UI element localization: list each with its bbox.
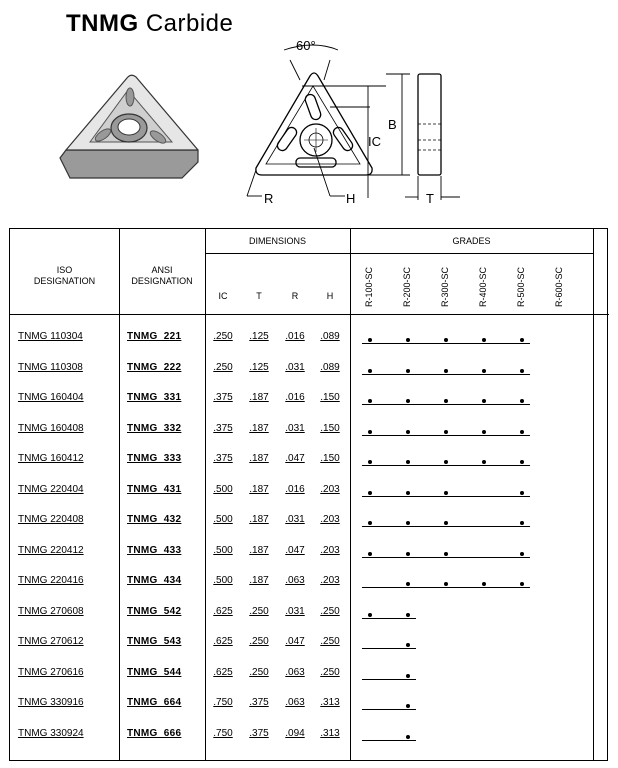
dim-h-value: .089 xyxy=(320,361,340,373)
t-label: T xyxy=(426,191,434,206)
grade-underline xyxy=(362,404,530,405)
dim-ic-value: .750 xyxy=(213,727,233,739)
iso-designation: TNMG 270612 xyxy=(18,636,84,647)
grade-availability-dot xyxy=(406,582,410,586)
dim-r-value: .047 xyxy=(285,544,305,556)
grade-availability-dot xyxy=(520,521,524,525)
dim-col-header-ic: IC xyxy=(218,291,228,301)
dim-t-value: .187 xyxy=(249,422,269,434)
iso-designation: TNMG 330916 xyxy=(18,697,84,708)
iso-designation: TNMG 160408 xyxy=(18,422,84,434)
grade-availability-dot xyxy=(368,460,372,464)
grade-availability-dot xyxy=(406,521,410,525)
iso-designation: TNMG 160412 xyxy=(18,453,84,464)
grade-availability-dot xyxy=(406,399,410,403)
grade-availability-dot xyxy=(444,552,448,556)
iso-designation: TNMG 330924 xyxy=(18,727,84,739)
dim-h-value: .313 xyxy=(320,697,340,708)
grade-availability-dot xyxy=(406,704,410,708)
grade-col-header-r-400-sc: R-400-SC xyxy=(478,267,488,308)
grade-availability-dot xyxy=(368,399,372,403)
ic-label: IC xyxy=(368,134,381,149)
grade-availability-dot xyxy=(444,399,448,403)
dim-ic-value: .500 xyxy=(213,575,233,586)
dim-col-header-r: R xyxy=(291,291,299,301)
dim-ic-value: .375 xyxy=(213,453,233,464)
spec-table xyxy=(9,228,608,761)
r-label: R xyxy=(264,191,274,206)
grade-underline xyxy=(362,618,416,619)
grade-availability-dot xyxy=(444,430,448,434)
dim-h-value: .150 xyxy=(320,422,340,434)
grade-availability-dot xyxy=(520,338,524,342)
dim-r-value: .047 xyxy=(285,453,305,464)
dim-ic-value: .625 xyxy=(213,666,233,678)
ansi-designation: TNMG 666 xyxy=(127,727,182,739)
ansi-designation: TNMG 543 xyxy=(127,636,182,647)
grade-availability-dot xyxy=(482,430,486,434)
grade-col-header-r-200-sc: R-200-SC xyxy=(402,267,412,308)
dim-h-value: .203 xyxy=(320,514,340,525)
grade-availability-dot xyxy=(482,460,486,464)
dim-r-value: .063 xyxy=(285,666,305,678)
grade-availability-dot xyxy=(520,582,524,586)
dim-r-value: .016 xyxy=(285,483,305,495)
iso-designation: TNMG 160404 xyxy=(18,392,84,403)
dim-r-value: .094 xyxy=(285,727,305,739)
grade-availability-dot xyxy=(444,582,448,586)
dim-t-value: .187 xyxy=(249,453,269,464)
grade-underline xyxy=(362,374,530,375)
iso-designation: TNMG 270608 xyxy=(18,605,84,617)
dim-t-value: .375 xyxy=(249,727,269,739)
grade-availability-dot xyxy=(444,338,448,342)
dim-t-value: .250 xyxy=(249,666,269,678)
dim-h-value: .089 xyxy=(320,331,340,342)
grade-availability-dot xyxy=(406,735,410,739)
dim-ic-value: .500 xyxy=(213,544,233,556)
ansi-designation: TNMG 433 xyxy=(127,544,182,556)
ansi-designation: TNMG 432 xyxy=(127,514,182,525)
grade-availability-dot xyxy=(406,460,410,464)
ansi-designation: TNMG 431 xyxy=(127,483,182,495)
table-row xyxy=(10,356,609,380)
dim-h-value: .250 xyxy=(320,636,340,647)
iso-designation: TNMG 270616 xyxy=(18,666,84,678)
table-row xyxy=(10,325,609,349)
grade-underline xyxy=(362,557,530,558)
dim-ic-value: .500 xyxy=(213,483,233,495)
dim-col-header-h: H xyxy=(326,291,334,301)
table-row xyxy=(10,417,609,441)
table-row xyxy=(10,600,609,624)
grade-availability-dot xyxy=(520,399,524,403)
insert-technical-drawing xyxy=(256,73,372,175)
grade-underline xyxy=(362,648,416,649)
dim-t-value: .187 xyxy=(249,544,269,556)
ansi-header: ANSI DESIGNATION xyxy=(131,265,193,286)
dim-h-value: .150 xyxy=(320,453,340,464)
grade-availability-dot xyxy=(368,613,372,617)
grade-availability-dot xyxy=(406,613,410,617)
grade-availability-dot xyxy=(368,491,372,495)
table-row xyxy=(10,478,609,502)
grade-col-header-r-600-sc: R-600-SC xyxy=(554,267,564,308)
iso-designation: TNMG 110304 xyxy=(18,331,83,342)
ansi-designation: TNMG 332 xyxy=(127,422,182,434)
dim-h-value: .203 xyxy=(320,575,340,586)
ansi-designation: TNMG 222 xyxy=(127,361,182,373)
ansi-designation: TNMG 542 xyxy=(127,605,182,617)
dim-r-value: .063 xyxy=(285,697,305,708)
b-label: B xyxy=(388,117,397,132)
grade-underline xyxy=(362,526,530,527)
table-row xyxy=(10,691,609,715)
ansi-designation: TNMG 434 xyxy=(127,575,182,586)
dim-r-value: .031 xyxy=(285,361,305,373)
ansi-designation: TNMG 221 xyxy=(127,331,182,342)
side-view xyxy=(418,74,441,175)
dim-r-value: .047 xyxy=(285,636,305,647)
grade-availability-dot xyxy=(520,430,524,434)
dim-ic-value: .250 xyxy=(213,361,233,373)
insert-diagram xyxy=(0,0,618,225)
grade-availability-dot xyxy=(444,460,448,464)
dim-t-value: .125 xyxy=(249,331,269,342)
dim-h-value: .313 xyxy=(320,727,340,739)
page-title: TNMG Carbide xyxy=(66,10,234,37)
dim-t-value: .375 xyxy=(249,697,269,708)
grade-availability-dot xyxy=(482,399,486,403)
dim-t-value: .250 xyxy=(249,636,269,647)
iso-header: ISO DESIGNATION xyxy=(33,265,96,286)
grade-underline xyxy=(362,435,530,436)
grade-underline xyxy=(362,740,416,741)
table-row xyxy=(10,661,609,685)
grade-availability-dot xyxy=(482,369,486,373)
dim-h-value: .250 xyxy=(320,605,340,617)
dim-r-value: .031 xyxy=(285,514,305,525)
grade-availability-dot xyxy=(368,521,372,525)
table-row xyxy=(10,569,609,593)
dim-r-value: .063 xyxy=(285,575,305,586)
table-row xyxy=(10,630,609,654)
dim-ic-value: .375 xyxy=(213,422,233,434)
iso-designation: TNMG 110308 xyxy=(18,361,83,373)
dim-h-value: .203 xyxy=(320,544,340,556)
dim-h-value: .250 xyxy=(320,666,340,678)
table-row xyxy=(10,508,609,532)
table-row xyxy=(10,386,609,410)
h-label: H xyxy=(346,191,356,206)
table-row xyxy=(10,447,609,471)
dim-ic-value: .625 xyxy=(213,605,233,617)
dim-ic-value: .375 xyxy=(213,392,233,403)
dim-t-value: .187 xyxy=(249,483,269,495)
grade-col-header-r-500-sc: R-500-SC xyxy=(516,267,526,308)
grade-availability-dot xyxy=(368,338,372,342)
dim-ic-value: .750 xyxy=(213,697,233,708)
grade-availability-dot xyxy=(368,552,372,556)
table-row xyxy=(10,539,609,563)
grade-underline xyxy=(362,496,530,497)
dim-r-value: .016 xyxy=(285,331,305,342)
grade-availability-dot xyxy=(406,674,410,678)
dim-t-value: .187 xyxy=(249,514,269,525)
grade-availability-dot xyxy=(444,369,448,373)
grade-availability-dot xyxy=(520,369,524,373)
dim-col-header-t: T xyxy=(256,291,262,301)
dim-ic-value: .625 xyxy=(213,636,233,647)
grade-availability-dot xyxy=(444,521,448,525)
dim-r-value: .031 xyxy=(285,605,305,617)
grade-availability-dot xyxy=(368,430,372,434)
grades-header: GRADES xyxy=(452,236,491,246)
insert-3d-image xyxy=(60,75,198,178)
grade-availability-dot xyxy=(520,460,524,464)
dim-h-value: .203 xyxy=(320,483,340,495)
ansi-designation: TNMG 664 xyxy=(127,697,182,708)
grade-availability-dot xyxy=(482,582,486,586)
ansi-designation: TNMG 331 xyxy=(127,392,182,403)
grade-underline xyxy=(362,709,416,710)
dim-h-value: .150 xyxy=(320,392,340,403)
grade-underline xyxy=(362,343,530,344)
dim-r-value: .016 xyxy=(285,392,305,403)
grade-underline xyxy=(362,587,530,588)
grade-col-header-r-100-sc: R-100-SC xyxy=(364,267,374,308)
grade-col-header-r-300-sc: R-300-SC xyxy=(440,267,450,308)
grade-availability-dot xyxy=(482,338,486,342)
grade-availability-dot xyxy=(406,491,410,495)
dim-t-value: .250 xyxy=(249,605,269,617)
dim-t-value: .187 xyxy=(249,575,269,586)
grade-underline xyxy=(362,465,530,466)
grade-availability-dot xyxy=(520,552,524,556)
table-row xyxy=(10,722,609,746)
iso-designation: TNMG 220416 xyxy=(18,575,84,586)
grade-availability-dot xyxy=(406,338,410,342)
dim-ic-value: .500 xyxy=(213,514,233,525)
grade-availability-dot xyxy=(406,430,410,434)
grade-availability-dot xyxy=(406,552,410,556)
grade-availability-dot xyxy=(406,643,410,647)
ansi-designation: TNMG 544 xyxy=(127,666,182,678)
angle-label: 60° xyxy=(296,38,316,53)
dim-ic-value: .250 xyxy=(213,331,233,342)
dim-t-value: .187 xyxy=(249,392,269,403)
dimension-lines xyxy=(247,45,460,200)
grade-availability-dot xyxy=(406,369,410,373)
dimensions-header: DIMENSIONS xyxy=(248,236,306,246)
dim-r-value: .031 xyxy=(285,422,305,434)
iso-designation: TNMG 220408 xyxy=(18,514,84,525)
grade-underline xyxy=(362,679,416,680)
ansi-designation: TNMG 333 xyxy=(127,453,182,464)
grade-availability-dot xyxy=(520,491,524,495)
grade-availability-dot xyxy=(368,369,372,373)
iso-designation: TNMG 220412 xyxy=(18,544,84,556)
grade-availability-dot xyxy=(444,491,448,495)
iso-designation: TNMG 220404 xyxy=(18,483,84,495)
dim-t-value: .125 xyxy=(249,361,269,373)
